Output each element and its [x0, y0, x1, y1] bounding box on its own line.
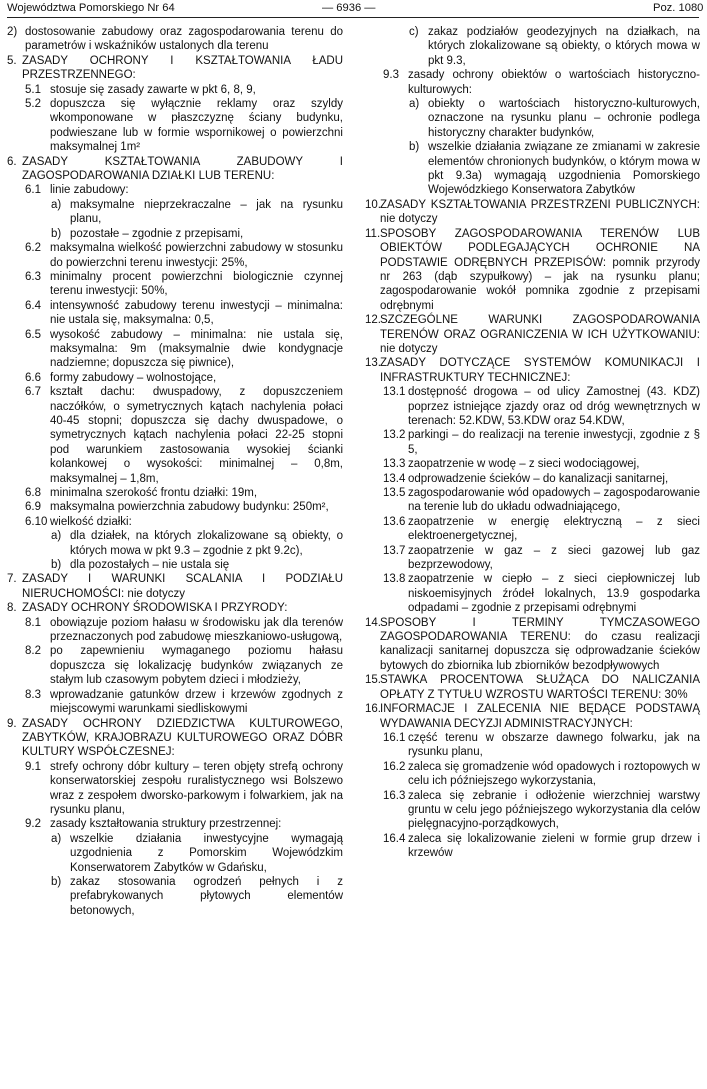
item-number: 13.2 [383, 429, 406, 442]
item-text: ZASADY OCHRONY ŚRODOWISKA I PRZYRODY: [22, 602, 288, 615]
list-item [365, 731, 700, 760]
item-text: formy zabudowy – wolnostojące, [50, 371, 217, 384]
item-text: ZASADY KSZTAŁTOWANIA ZABUDOWY I ZAGOSPODAROWANIA DZIAŁKI LUB TERENU: [22, 155, 343, 183]
list-item [7, 97, 343, 155]
item-number: 13.5 [383, 487, 406, 499]
list-item [7, 385, 343, 486]
item-text: obowiązuje poziom hałasu w środowisku jak dla terenów przeznaczonych pod zabudowę mieszkaniowo-usługową, [50, 616, 343, 644]
item-text: dla działek, na których zlokalizowane są obiekty, o których mowa w pkt 9.3 – zgodnie z pkt 9.2c), [70, 530, 343, 557]
item-number: 6.1 [25, 184, 41, 197]
list-item [7, 299, 343, 328]
list-item [365, 760, 700, 789]
item-text: dopuszcza się wyłącznie reklamy oraz szyldy wkomponowane w płaszczyznę ściany budynku, podwieszane lub w formie wspornikowej o powierzchni maksymalnej 1m² [50, 98, 343, 154]
list-item [7, 644, 343, 687]
item-number: a) [51, 832, 62, 845]
page-number: — 6936 — [322, 2, 376, 14]
list-item [7, 198, 343, 227]
left-column [7, 25, 343, 918]
item-number: 5. [7, 54, 17, 67]
item-number: 7. [7, 573, 17, 586]
item-text: strefy ochrony dóbr kultury – teren objęty strefą ochrony konserwatorskiej zespołu ruralistycznego wsi Bolszewo wraz z zespołem dworsko-parkowym i folwarkiem, jak na rysunku planu, [50, 760, 343, 816]
item-number: 13.7 [383, 544, 406, 557]
item-number: 6. [7, 155, 17, 168]
list-item [7, 241, 343, 270]
item-text: zasady kształtowania struktury przestrzennej: [50, 818, 282, 831]
item-text: INFORMACJE I ZALECENIA NIE BĘDĄCE PODSTAWĄ WYDAWANIA DECYZJI ADMINISTRACYJNYCH: [380, 703, 700, 730]
item-text: zagospodarowanie wód opadowych – zagospodarowanie na terenie lub do układu odwadniającego, [408, 487, 700, 514]
list-item [365, 673, 700, 702]
list-item [7, 371, 343, 385]
item-number: 16.4 [383, 832, 406, 845]
item-text: zakaz stosowania ogrodzeń pełnych i z prefabrykowanych płytowych elementów betonowych, [70, 875, 343, 917]
list-item [365, 515, 700, 544]
list-item [365, 313, 700, 356]
item-number: 16.2 [383, 760, 406, 773]
list-item [365, 198, 700, 227]
item-number: 16. [365, 703, 381, 716]
list-item [365, 486, 700, 515]
list-item [365, 472, 700, 486]
list-item [365, 428, 700, 457]
list-item [7, 500, 343, 514]
item-text: maksymalna wielkość powierzchni zabudowy w stosunku do powierzchni terenu inwestycji: 25%, [50, 242, 343, 269]
item-number: 9.3 [383, 69, 399, 82]
list-item [7, 227, 343, 241]
item-number: 6.8 [25, 487, 41, 499]
item-number: 10. [365, 198, 381, 211]
list-item [365, 789, 700, 832]
list-item [365, 702, 700, 731]
item-number: 9. [7, 717, 17, 730]
item-text: wielkość działki: [50, 515, 132, 528]
item-number: 6.3 [25, 270, 41, 283]
journal-title: Województwa Pomorskiego Nr 64 [7, 2, 175, 14]
item-number: 5.1 [25, 83, 41, 96]
item-text: minimalny procent powierzchni biologicznie czynnej terenu inwestycji: 50%, [50, 270, 343, 298]
item-number: 8.1 [25, 616, 41, 629]
item-text: SPOSOBY ZAGOSPODAROWANIA TERENÓW LUB OBIEKTÓW PODLEGAJĄCYCH OCHRONIE NA PODSTAWIE ODRĘBNYCH PRZEPISÓW: pomnik przyrody nr 263 (dąb szypułkowy) – jak na rysunku planu; zagospodarowanie wokół pomnika zgodnie z przepisami odrębnymi [380, 227, 700, 312]
item-text: zasady ochrony obiektów o wartościach historyczno-kulturowych: [408, 69, 700, 96]
list-item [7, 529, 343, 558]
right-column [365, 25, 700, 861]
list-item [7, 183, 343, 197]
item-text: część terenu w obszarze dawnego folwarku, jak na rysunku planu, [408, 731, 700, 759]
item-number: 13. [365, 357, 381, 370]
item-number: 8. [7, 602, 17, 615]
item-text: ZASADY OCHRONY DZIEDZICTWA KULTUROWEGO, ZABYTKÓW, KRAJOBRAZU KULTUROWEGO ORAZ DÓBR KULTURY WSPÓŁCZESNEJ: [22, 717, 343, 759]
list-item [7, 832, 343, 875]
item-number: 6.10 [25, 515, 48, 528]
list-item [365, 457, 700, 471]
item-number: 13.8 [383, 573, 406, 586]
item-text: ZASADY KSZTAŁTOWANIA PRZESTRZENI PUBLICZNYCH: nie dotyczy [380, 198, 700, 226]
item-text: maksymalna powierzchnia zabudowy budynku: 250m², [50, 501, 329, 514]
list-item [365, 25, 700, 68]
item-number: a) [51, 530, 62, 543]
item-text: linie zabudowy: [50, 184, 129, 197]
item-text: kształt dachu: dwuspadowy, z dopuszczeniem naczółków, o symetrycznych kątach nachylenia połaci 40-45 stopni; dopuszcza się dachy dwuspadowe, o symetrycznych kątach nachylenia połaci 22-25 stopni pod warunkiem zastosowania wysokiej ścianki kolankowej o wysokości: minimalnej – 0,8m, maksymalnej – 1,8m, [50, 386, 343, 485]
item-number: 13.4 [383, 472, 406, 485]
position-number: Poz. 1080 [653, 2, 704, 14]
item-text: zakaz podziałów geodezyjnych na działkach, na których zlokalizowane są obiekty, o których mowa w pkt 9.3, [428, 26, 700, 67]
item-number: 6.6 [25, 371, 41, 384]
item-number: 13.1 [383, 386, 406, 399]
item-text: dla pozostałych – nie ustala się [70, 559, 230, 572]
list-item [365, 616, 700, 674]
list-item [7, 54, 343, 83]
item-number: 6.9 [25, 501, 41, 514]
item-text: zaopatrzenie w energię elektryczną – z sieci elektroenergetycznej, [408, 515, 700, 543]
list-item [365, 227, 700, 313]
item-number: 16.3 [383, 789, 406, 802]
list-item [365, 356, 700, 385]
item-number: 16.1 [383, 731, 406, 744]
item-number: 9.1 [25, 760, 41, 773]
list-item [7, 760, 343, 818]
list-item [7, 515, 343, 529]
item-text: minimalna szerokość frontu działki: 19m, [50, 487, 258, 499]
list-item [7, 83, 343, 97]
list-item [7, 688, 343, 717]
item-text: STAWKA PROCENTOWA SŁUŻĄCA DO NALICZANIA OPŁATY Z TYTUŁU WZROSTU WARTOŚCI TERENU: 30% [380, 674, 700, 701]
item-text: po zapewnieniu wymaganego poziomu hałasu dopuszcza się lokalizację budynków związanych ze stałym lub czasowym pobytem dzieci i młodzieży, [50, 645, 343, 687]
item-number: b) [409, 141, 420, 154]
list-item [7, 558, 343, 572]
item-text: zaopatrzenie w wodę – z sieci wodociągowej, [408, 458, 640, 471]
item-text: wprowadzanie gatunków drzew i krzewów zgodnych z miejscowymi warunkami siedliskowymi [50, 688, 343, 716]
item-number: c) [409, 26, 419, 38]
list-item [7, 875, 343, 918]
item-text: ZASADY I WARUNKI SCALANIA I PODZIAŁU NIERUCHOMOŚCI: nie dotyczy [22, 573, 343, 600]
item-text: odprowadzenie ścieków – do kanalizacji sanitarnej, [408, 472, 669, 485]
list-item [7, 601, 343, 615]
list-item [365, 97, 700, 140]
item-text: parkingi – do realizacji na terenie inwestycji, zgodnie z § 5, [408, 429, 700, 456]
item-number: b) [51, 875, 62, 888]
list-item [7, 155, 343, 184]
item-text: ZASADY OCHRONY I KSZTAŁTOWANIA ŁADU PRZESTRZENNEGO: [22, 54, 343, 82]
item-text: maksymalne nieprzekraczalne – jak na rysunku planu, [70, 198, 343, 226]
item-text: zaleca się lokalizowanie zieleni w formie grup drzew i krzewów [408, 832, 700, 860]
item-number: 2) [7, 26, 18, 38]
item-number: 11. [365, 227, 381, 240]
item-text: wysokość zabudowy – minimalna: nie ustala się, maksymalna: 9m (maksymalnie dwie kondygnacje nadziemne; dopuszcza się piwnice), [50, 328, 343, 370]
list-item [7, 328, 343, 371]
list-item [7, 717, 343, 760]
item-text: zaopatrzenie w ciepło – z sieci ciepłowniczej lub niskoemisyjnych źródeł lokalnych, 13.9 gospodarka odpadami – zgodnie z przepisami odrębnymi [408, 573, 700, 615]
item-text: obiekty o wartościach historyczno-kulturowych, oznaczone na rysunku planu – ochronie podlega historyczny charakter budynków, [428, 98, 700, 139]
item-number: 6.7 [25, 386, 41, 399]
item-text: ZASADY DOTYCZĄCE SYSTEMÓW KOMUNIKACJI I INFRASTRUKTURY TECHNICZNEJ: [380, 357, 700, 384]
list-item [7, 817, 343, 831]
list-item [365, 140, 700, 198]
item-number: a) [409, 98, 420, 111]
item-text: stosuje się zasady zawarte w pkt 6, 8, 9, [50, 83, 256, 96]
item-text: zaleca się gromadzenie wód opadowych i roztopowych w celu ich późniejszego wykorzystania, [408, 760, 700, 788]
item-number: 9.2 [25, 818, 41, 831]
item-text: pozostałe – zgodnie z przepisami, [70, 227, 244, 240]
item-number: 14. [365, 616, 381, 629]
item-text: zaleca się zebranie i odłożenie wierzchniej warstwy gruntu w celu jego późniejszego wykorzystania dla celów pielęgnacyjno-porządkowych, [408, 789, 700, 831]
list-item [365, 68, 700, 97]
item-number: 13.3 [383, 458, 406, 471]
item-text: SPOSOBY I TERMINY TYMCZASOWEGO ZAGOSPODAROWANIA TERENU: do czasu realizacji kanalizacji sanitarnej dopuszcza się odprowadzanie ścieków bytowych do zbiornika lub zbiorników bezodpływowych [380, 616, 700, 672]
header-rule [7, 17, 699, 18]
item-text: wszelkie działania związane ze zmianami w zakresie elementów chronionych budynków, o którym mowa w pkt 9.3a) wymagają uzgodnienia Pomorskiego Wojewódzkiego Konserwatora Zabytków [428, 141, 700, 197]
list-item [365, 572, 700, 615]
item-number: 5.2 [25, 98, 41, 111]
item-number: a) [51, 198, 62, 211]
item-number: 8.2 [25, 645, 41, 658]
item-number: b) [51, 559, 62, 572]
list-item [7, 270, 343, 299]
item-text: zaopatrzenie w gaz – z sieci gazowej lub gaz bezprzewodowy, [408, 544, 700, 572]
item-number: b) [51, 227, 62, 240]
item-text: SZCZEGÓLNE WARUNKI ZAGOSPODAROWANIA TERENÓW ORAZ OGRANICZENIA W ICH UŻYTKOWANIU: nie dotyczy [380, 314, 700, 355]
list-item [365, 385, 700, 428]
item-number: 12. [365, 314, 381, 327]
item-number: 8.3 [25, 688, 41, 701]
list-item [365, 832, 700, 861]
item-number: 6.2 [25, 242, 41, 255]
list-item [7, 616, 343, 645]
list-item [7, 572, 343, 601]
list-item [365, 544, 700, 573]
item-number: 6.4 [25, 299, 41, 312]
item-number: 6.5 [25, 328, 41, 341]
list-item [7, 486, 343, 500]
item-text: dostosowanie zabudowy oraz zagospodarowania terenu do parametrów i wskaźników ustalonych dla terenu [25, 26, 343, 53]
item-number: 13.6 [383, 515, 406, 528]
item-number: 15. [365, 674, 381, 687]
item-text: dostępność drogowa – od ulicy Zamostnej (43. KDZ) poprzez istniejące zjazdy oraz od dróg wewnętrznych w terenach: 52.KDW, 53.KDW oraz 54.KDW, [408, 386, 700, 427]
item-text: intensywność zabudowy terenu inwestycji – minimalna: nie ustala się, maksymalna: 0,5, [50, 299, 343, 327]
page-header [0, 0, 707, 20]
item-text: wszelkie działania inwestycyjne wymagają uzgodnienia z Pomorskim Wojewódzkim Konserwatorem Zabytków w Gdańsku, [70, 832, 343, 874]
list-item [7, 25, 343, 54]
